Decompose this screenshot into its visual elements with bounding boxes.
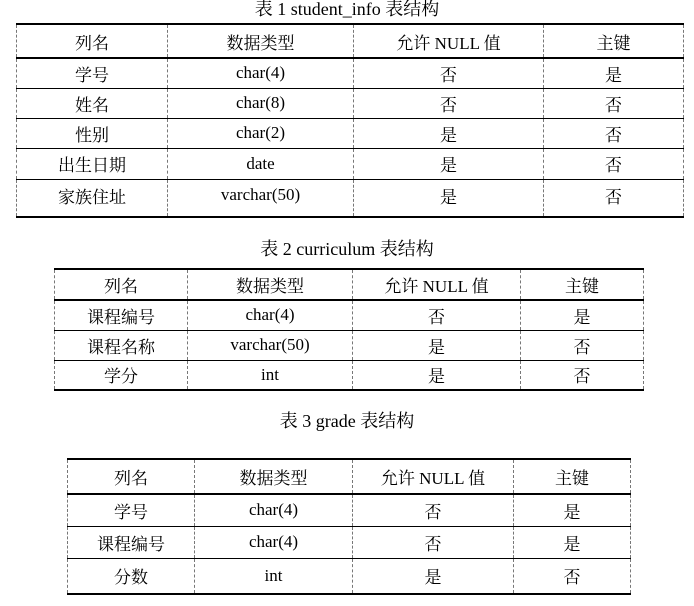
table-row — [17, 88, 684, 118]
cell-data-type: varchar(50) — [168, 179, 354, 217]
cell-column-name: 学号 — [68, 494, 195, 526]
cell-column-name: 课程名称 — [55, 330, 188, 360]
cell-column-name: 性别 — [17, 118, 168, 148]
table-header-row — [68, 459, 631, 494]
header-primary-key: 主键 — [521, 269, 644, 300]
header-column-name: 列名 — [17, 24, 168, 58]
header-data-type: 数据类型 — [168, 24, 354, 58]
table-row — [55, 300, 644, 330]
curriculum-table — [54, 268, 644, 391]
cell-column-name: 分数 — [68, 558, 195, 594]
cell-allow-null: 是 — [353, 558, 514, 594]
header-allow-null: 允许 NULL 值 — [353, 269, 521, 300]
cell-primary-key: 否 — [521, 330, 644, 360]
cell-primary-key: 是 — [514, 494, 631, 526]
cell-column-name: 姓名 — [17, 88, 168, 118]
header-column-name: 列名 — [68, 459, 195, 494]
cell-primary-key: 否 — [544, 148, 684, 179]
table1-caption: 表 1 student_info 表结构 — [254, 0, 440, 19]
cell-data-type: char(4) — [168, 58, 354, 88]
table-row — [17, 118, 684, 148]
cell-allow-null: 是 — [354, 118, 544, 148]
cell-data-type: varchar(50) — [188, 330, 353, 360]
grade-table — [67, 458, 631, 595]
cell-data-type: int — [195, 558, 353, 594]
cell-allow-null: 是 — [354, 148, 544, 179]
table-row — [55, 360, 644, 390]
cell-primary-key: 否 — [544, 88, 684, 118]
cell-allow-null: 是 — [353, 330, 521, 360]
table2-caption: 表 2 curriculum 表结构 — [260, 239, 434, 259]
cell-primary-key: 是 — [521, 300, 644, 330]
cell-data-type: date — [168, 148, 354, 179]
cell-allow-null: 否 — [354, 88, 544, 118]
cell-data-type: char(2) — [168, 118, 354, 148]
cell-primary-key: 是 — [514, 526, 631, 558]
header-primary-key: 主键 — [514, 459, 631, 494]
student-info-table — [16, 23, 684, 218]
cell-primary-key: 否 — [514, 558, 631, 594]
header-allow-null: 允许 NULL 值 — [354, 24, 544, 58]
cell-allow-null: 否 — [353, 526, 514, 558]
header-data-type: 数据类型 — [188, 269, 353, 300]
cell-allow-null: 是 — [354, 179, 544, 217]
cell-column-name: 学分 — [55, 360, 188, 390]
cell-data-type: int — [188, 360, 353, 390]
header-data-type: 数据类型 — [195, 459, 353, 494]
table-header-row — [55, 269, 644, 300]
cell-data-type: char(4) — [195, 526, 353, 558]
cell-data-type: char(4) — [195, 494, 353, 526]
cell-column-name: 家族住址 — [17, 179, 168, 217]
cell-data-type: char(4) — [188, 300, 353, 330]
table-row — [17, 179, 684, 217]
cell-primary-key: 是 — [544, 58, 684, 88]
table-row — [55, 330, 644, 360]
cell-allow-null: 否 — [353, 300, 521, 330]
cell-column-name: 学号 — [17, 58, 168, 88]
table-row — [68, 526, 631, 558]
header-primary-key: 主键 — [544, 24, 684, 58]
cell-column-name: 出生日期 — [17, 148, 168, 179]
cell-allow-null: 否 — [353, 494, 514, 526]
cell-column-name: 课程编号 — [55, 300, 188, 330]
table-row — [68, 558, 631, 594]
header-allow-null: 允许 NULL 值 — [353, 459, 514, 494]
table-row — [17, 148, 684, 179]
cell-column-name: 课程编号 — [68, 526, 195, 558]
cell-primary-key: 否 — [544, 118, 684, 148]
cell-allow-null: 是 — [353, 360, 521, 390]
table3-caption: 表 3 grade 表结构 — [279, 411, 415, 431]
table-row — [68, 494, 631, 526]
table-header-row — [17, 24, 684, 58]
header-column-name: 列名 — [55, 269, 188, 300]
table-row — [17, 58, 684, 88]
cell-allow-null: 否 — [354, 58, 544, 88]
cell-primary-key: 否 — [544, 179, 684, 217]
cell-primary-key: 否 — [521, 360, 644, 390]
cell-data-type: char(8) — [168, 88, 354, 118]
